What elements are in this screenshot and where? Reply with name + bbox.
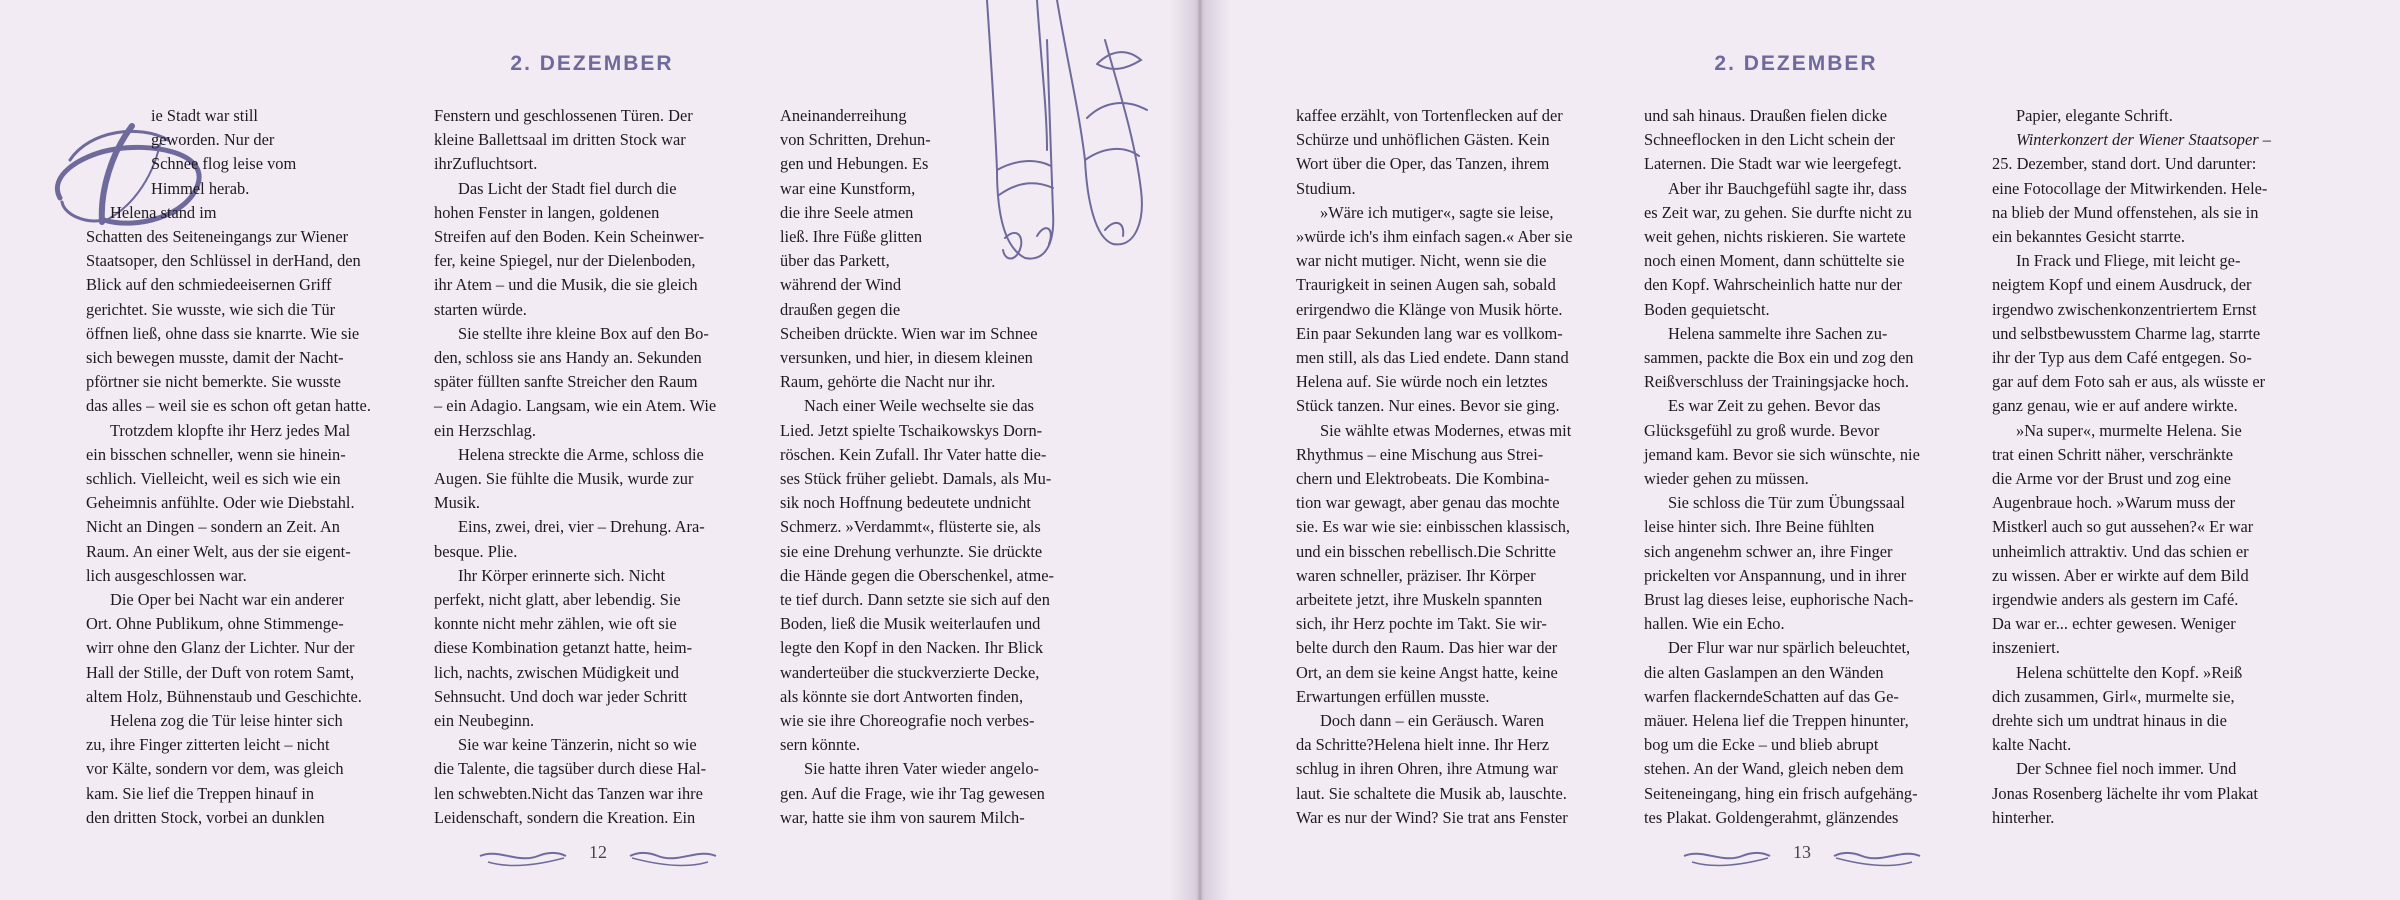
text-line: Traurigkeit in seinen Augen sah, sobald (1296, 275, 1556, 295)
text-line: lich, nachts, zwischen Müdigkeit und (434, 662, 679, 682)
left-page (0, 0, 1196, 900)
text-line: Fenstern und geschlossenen Türen. Der (434, 106, 693, 125)
text-line: starten würde. (434, 299, 527, 319)
text-line: Die Oper bei Nacht war ein anderer (110, 590, 344, 610)
text-line: schlich. Vielleicht, weil es sich wie ein (86, 469, 341, 489)
text-line: 25. Dezember, stand dort. Und darunter: (1992, 154, 2257, 174)
text-line: Hall der Stille, der Duft von rotem Samt, (86, 662, 355, 682)
text-line: legte den Kopf in den Nacken. Ihr Blick (780, 638, 1044, 658)
text-line: stehen. An der Wand, gleich neben dem (1644, 759, 1904, 779)
text-line: wanderteüber die stuckverzierte Decke, (780, 662, 1040, 682)
text-line: Ort, an dem sie keine Angst hatte, keine (1296, 662, 1558, 682)
text-line: belte durch den Raum. Das hier war der (1296, 638, 1558, 658)
text-line: weit gehen, nichts riskieren. Sie wartete (1644, 227, 1906, 247)
text-line: Seiteneingang, hing ein frisch aufgehäng- (1644, 783, 1918, 803)
text-line: War es nur der Wind? Sie trat ans Fenster (1296, 807, 1568, 827)
text-line: Scheiben drückte. Wien war im Schnee (780, 323, 1038, 343)
text-line: laut. Sie schaltete die Musik ab, lauschte. (1296, 783, 1567, 803)
text-line: gen. Auf die Frage, wie ihr Tag gewesen (780, 783, 1045, 803)
text-line: von Schritten, Drehun- (780, 130, 931, 150)
text-line: Helena schüttelte den Kopf. »Reiß (2016, 662, 2243, 682)
text-line: wie sie ihre Choreografie noch verbes- (780, 711, 1035, 731)
text-line: den Kopf. Wahrscheinlich hatte nur der (1644, 275, 1902, 295)
text-line: Helena sammelte ihre Sachen zu- (1668, 323, 1888, 343)
text-line: »würde ich's ihm einfach sagen.« Aber sie (1296, 227, 1573, 247)
text-line: es Zeit war, zu gehen. Sie durfte nicht zu (1644, 202, 1912, 222)
text-line: sie. Es war wie sie: einbisschen klassisch, (1296, 517, 1571, 537)
text-line: sich angenehm schwer an, ihre Finger (1644, 541, 1893, 561)
page-heading: 2. DEZEMBER (510, 52, 674, 75)
book-gutter (1170, 0, 1230, 900)
text-line: Augen. Sie fühlte die Musik, wurde zur (434, 469, 694, 489)
text-line: leise hinter sich. Ihre Beine fühlten (1644, 517, 1875, 537)
text-line: über das Parkett, (780, 251, 890, 271)
text-line: das alles – weil sie es schon oft getan hatte. (86, 396, 371, 416)
text-line: noch einen Moment, dann schüttelte sie (1644, 251, 1905, 271)
page-number-footer (478, 838, 718, 872)
text-line: men still, als das Lied endete. Dann stand (1296, 348, 1569, 368)
text-line: fer, keine Spiegel, nur der Dielenboden, (434, 251, 696, 271)
text-line: ses Stück früher geliebt. Damals, als Mu- (780, 469, 1052, 489)
text-line: tes Plakat. Goldengerahmt, glänzendes (1644, 807, 1899, 827)
text-line: da Schritte?Helena hielt inne. Ihr Herz (1296, 735, 1550, 755)
text-line: Papier, elegante Schrift. (2016, 106, 2173, 125)
text-line: kleine Ballettsaal im dritten Stock war (434, 130, 686, 150)
text-line: die Hände gegen die Oberschenkel, atme- (780, 565, 1054, 585)
text-line: hohen Fenster in langen, goldenen (434, 202, 660, 222)
text-line: Leidenschaft, sondern die Kreation. Ein (434, 807, 696, 827)
text-line: wirr ohne den Glanz der Lichter. Nur der (86, 638, 355, 658)
text-line: Reißverschluss der Trainingsjacke hoch. (1644, 372, 1909, 392)
text-column-3 (780, 104, 955, 322)
text-line: gar auf dem Foto sah er aus, als wüsste er (1992, 372, 2266, 392)
text-line: – ein Adagio. Langsam, wie ein Atem. Wie (434, 396, 717, 416)
text-line: lich ausgeschlossen war. (86, 565, 247, 585)
text-line: Streifen auf den Boden. Kein Scheinwer- (434, 227, 705, 247)
text-line: drehte sich um undtrat hinaus in die (1992, 711, 2227, 731)
text-line: ein Neubeginn. (434, 711, 535, 731)
right-page (1204, 0, 2400, 900)
text-line: als könnte sie dort Antworten finden, (780, 686, 1024, 706)
text-line: te tief durch. Dann setzte sie sich auf den (780, 590, 1050, 610)
text-line: Boden gequietscht. (1644, 299, 1770, 319)
text-line: röschen. Kein Zufall. Ihr Vater hatte die- (780, 444, 1047, 464)
text-line: Der Flur war nur spärlich beleuchtet, (1668, 638, 1911, 658)
text-line: Schnee flog leise vom (151, 154, 297, 174)
text-line: die Arme vor der Brust und zog eine (1992, 469, 2231, 489)
text-line: war eine Kunstform, (780, 178, 916, 198)
text-line: zu wissen. Aber er wirkte auf dem Bild (1992, 565, 2249, 585)
text-line: unheimlich attraktiv. Und das schien er (1992, 541, 2249, 561)
text-line: »Na super«, murmelte Helena. Sie (2016, 420, 2242, 440)
text-line: den, schloss sie ans Handy an. Sekunden (434, 348, 702, 368)
text-line: neigtem Kopf und einem Ausdruck, der (1992, 275, 2252, 295)
text-line: Eins, zwei, drei, vier – Drehung. Ara- (458, 517, 705, 537)
text-line: Sie hatte ihren Vater wieder angelo- (804, 759, 1039, 779)
text-line: kam. Sie lief die Treppen hinauf in (86, 783, 315, 803)
text-line: irgendwie anders als gestern im Café. (1992, 590, 2239, 610)
text-line: Erwartungen erfüllen musste. (1296, 686, 1490, 706)
text-line: war, hatte sie ihm von saurem Milch- (780, 807, 1025, 827)
text-line: Schürze und unhöflichen Gästen. Kein (1296, 130, 1550, 150)
text-line: gen und Hebungen. Es (780, 154, 929, 174)
text-line: Aber ihr Bauchgefühl sagte ihr, dass (1668, 178, 1907, 198)
text-line: Schmerz. »Verdammt«, flüsterte sie, als (780, 517, 1041, 537)
text-line: diese Kombination getanzt hatte, heim- (434, 638, 693, 658)
text-line: Helena streckte die Arme, schloss die (458, 444, 704, 464)
text-line: Sie war keine Tänzerin, nicht so wie (458, 735, 697, 755)
text-line: hallen. Wie ein Echo. (1644, 614, 1785, 634)
text-line: draußen gegen die (780, 299, 901, 319)
text-line: die ihre Seele atmen (780, 202, 914, 222)
text-line: Augenbraue hoch. »Warum muss der (1992, 493, 2236, 513)
text-line: war nicht mutiger. Nicht, wenn sie die (1296, 251, 1547, 271)
text-line: ein bisschen schneller, wenn sie hinein- (86, 444, 346, 464)
text-line: Blick auf den schmiedeeisernen Griff (86, 275, 332, 295)
text-column-3-cont (780, 322, 1110, 830)
text-line: sammen, packte die Box ein und zog den (1644, 348, 1914, 368)
text-line: und ein bisschen rebellisch.Die Schritte (1296, 541, 1556, 561)
text-line: ihr Atem – und die Musik, die sie gleich (434, 275, 698, 295)
text-line: sern könnte. (780, 735, 861, 755)
text-line: ihrZufluchtsort. (434, 154, 538, 174)
text-line: bog um die Ecke – und blieb abrupt (1644, 735, 1879, 755)
page-number: 12 (589, 842, 607, 862)
text-line: Sie wählte etwas Modernes, etwas mit (1320, 420, 1572, 440)
text-line: trat einen Schritt näher, verschränkte (1992, 444, 2234, 464)
text-line: später füllten sanfte Streicher den Raum (434, 372, 698, 392)
text-line: Ort. Ohne Publikum, ohne Stimmenge- (86, 614, 344, 634)
text-line: Rhythmus – eine Mischung aus Strei- (1296, 444, 1544, 464)
text-line: len schwebten.Nicht das Tanzen war ihre (434, 783, 703, 803)
text-line: ein bekanntes Gesicht starrte. (1992, 227, 2185, 247)
text-line: Raum, gehörte die Nacht nur ihr. (780, 372, 996, 392)
text-line: wieder gehen zu müssen. (1644, 469, 1809, 489)
text-line: Das Licht der Stadt fiel durch die (458, 178, 677, 198)
text-line: eine Fotocollage der Mitwirkenden. Hele- (1992, 178, 2268, 198)
text-line: kaffee erzählt, von Tortenflecken auf der (1296, 106, 1563, 125)
text-column-1 (1296, 104, 1626, 830)
text-line: Ein paar Sekunden lang war es vollkom- (1296, 323, 1563, 343)
text-line: und selbstbewusstem Charme lag, starrte (1992, 323, 2261, 343)
text-line: mäuer. Helena lief die Treppen hinunter, (1644, 711, 1909, 731)
text-line: erirgendwo die Klänge von Musik hörte. (1296, 299, 1563, 319)
text-line: Musik. (434, 493, 480, 513)
text-line: zu, ihre Finger zitterten leicht – nicht (86, 735, 330, 755)
text-line: Sie stellte ihre kleine Box auf den Bo- (458, 323, 709, 343)
text-line: Nach einer Weile wechselte sie das (804, 396, 1035, 416)
text-line: ganz genau, wie er auf andere wirkte. (1992, 396, 2238, 416)
text-line: konnte nicht mehr zählen, wie oft sie (434, 614, 677, 634)
text-line: tion war gewagt, aber genau das mochte (1296, 493, 1560, 513)
text-line: Winterkonzert der Wiener Staatsoper – (2016, 130, 2271, 150)
text-line: Stück tanzen. Nur eines. Bevor sie ging. (1296, 396, 1560, 416)
text-line: Aneinanderreihung (780, 106, 907, 125)
text-line: Sehnsucht. Und doch war jeder Schritt (434, 686, 688, 706)
text-line: »Wäre ich mutiger«, sagte sie leise, (1320, 202, 1554, 222)
text-line: Es war Zeit zu gehen. Bevor das (1668, 396, 1881, 416)
text-line: jemand kam. Bevor sie sich wünschte, nie (1644, 444, 1920, 464)
text-line: perfekt, nicht glatt, aber lebendig. Sie (434, 590, 681, 610)
text-line: ließ. Ihre Füße glitten (780, 227, 923, 247)
text-line: Raum. An einer Welt, aus der sie eigent- (86, 541, 351, 561)
text-line: irgendwo zwischenkonzentriertem Ernst (1992, 299, 2257, 319)
text-line: die Talente, die tagsüber durch diese Hal- (434, 759, 707, 779)
text-line: pförtner sie nicht bemerkte. Sie wusste (86, 372, 341, 392)
text-line: sich bewegen musste, damit der Nacht- (86, 348, 344, 368)
text-line: Der Schnee fiel noch immer. Und (2016, 759, 2237, 779)
text-column-2 (434, 104, 759, 830)
text-line: altem Holz, Bühnenstaub und Geschichte. (86, 686, 362, 706)
text-line: vor Kälte, sondern vor dem, was gleich (86, 759, 344, 779)
text-column-1 (151, 104, 421, 201)
swash-flourish-icon (628, 838, 718, 872)
text-line: Geheimnis anfühlte. Oder wie Diebstahl. (86, 493, 355, 513)
text-line: sich, ihr Herz pochte im Takt. Sie wir- (1296, 614, 1547, 634)
text-line: Glücksgefühl zu groß wurde. Bevor (1644, 420, 1880, 440)
text-line: Laternen. Die Stadt war wie leergefegt. (1644, 154, 1902, 174)
text-column-3 (1992, 104, 2322, 830)
text-line: prickelten vor Anspannung, und in ihrer (1644, 565, 1907, 585)
text-line: öffnen ließ, ohne dass sie knarrte. Wie sie (86, 323, 360, 343)
text-line: versunken, und hier, in diesem kleinen (780, 348, 1033, 367)
text-line: sik noch Hoffnung bedeutete undnicht (780, 493, 1031, 513)
text-column-1-cont (86, 201, 418, 830)
text-line: Boden, ließ die Musik weiterlaufen und (780, 614, 1041, 634)
text-line: besque. Plie. (434, 541, 518, 561)
text-line: na blieb der Mund offenstehen, als sie in (1992, 202, 2259, 222)
text-line: Ihr Körper erinnerte sich. Nicht (458, 565, 666, 585)
text-line: und sah hinaus. Draußen fielen dicke (1644, 106, 1888, 125)
text-line: Himmel herab. (151, 178, 250, 198)
text-line: Sie schloss die Tür zum Übungssaal (1668, 493, 1905, 513)
text-line: chern und Elektrobeats. Die Kombina- (1296, 469, 1550, 489)
text-line: Doch dann – ein Geräusch. Waren (1320, 711, 1545, 731)
text-line: warfen flackerndeSchatten auf das Ge- (1644, 686, 1899, 706)
text-line: Helena stand im (110, 202, 217, 222)
text-line: den dritten Stock, vorbei an dunklen (86, 807, 325, 827)
text-line: Lied. Jetzt spielte Tschaikowskys Dorn- (780, 420, 1043, 440)
text-line: Jonas Rosenberg lächelte ihr vom Plakat (1992, 783, 2258, 803)
text-column-2 (1644, 104, 1974, 830)
text-line: Wort über die Oper, das Tanzen, ihrem (1296, 154, 1550, 174)
text-line: dich zusammen, Girl«, murmelte sie, (1992, 686, 2235, 706)
text-line: Trotzdem klopfte ihr Herz jedes Mal (110, 420, 351, 440)
text-line: Helena zog die Tür leise hinter sich (110, 711, 343, 731)
page-heading: 2. DEZEMBER (1714, 52, 1878, 75)
text-line: Da war er... echter gewesen. Weniger (1992, 614, 2236, 634)
text-line: kalte Nacht. (1992, 735, 2072, 755)
text-line: Studium. (1296, 178, 1356, 198)
text-line: gerichtet. Sie wusste, wie sich die Tür (86, 299, 336, 319)
text-line: waren schneller, präziser. Ihr Körper (1296, 565, 1536, 585)
swash-flourish-icon (1832, 838, 1922, 872)
page-number: 13 (1793, 842, 1811, 862)
text-line: Nicht an Dingen – sondern an Zeit. An (86, 517, 340, 537)
text-line: geworden. Nur der (151, 130, 275, 150)
text-line: hinterher. (1992, 807, 2055, 827)
page-number-footer (1682, 838, 1922, 872)
text-line: Brust lag dieses leise, euphorische Nach- (1644, 590, 1914, 610)
text-line: inszeniert. (1992, 638, 2060, 658)
text-line: Helena auf. Sie würde noch ein letztes (1296, 372, 1548, 392)
text-line: während der Wind (780, 275, 902, 295)
text-line: ie Stadt war still (151, 106, 258, 125)
text-line: ihr der Typ aus dem Café entgegen. So- (1992, 348, 2252, 368)
text-line: sie eine Drehung verhunzte. Sie drückte (780, 541, 1043, 561)
text-line: Mistkerl auch so gut aussehen?« Er war (1992, 517, 2254, 537)
text-line: Schatten des Seiteneingangs zur Wiener (86, 227, 349, 246)
ballet-shoes-icon (975, 0, 1155, 275)
text-line: arbeitete jetzt, ihre Muskeln spannten (1296, 590, 1543, 610)
text-line: Schneeflocken in den Licht schein der (1644, 130, 1895, 150)
text-line: Staatsoper, den Schlüssel in derHand, den (86, 251, 361, 271)
text-line: ein Herzschlag. (434, 420, 536, 440)
text-line: In Frack und Fliege, mit leicht ge- (2016, 251, 2241, 271)
text-line: schlug in ihren Ohren, ihre Atmung war (1296, 759, 1558, 779)
text-line: die alten Gaslampen an den Wänden (1644, 662, 1884, 682)
